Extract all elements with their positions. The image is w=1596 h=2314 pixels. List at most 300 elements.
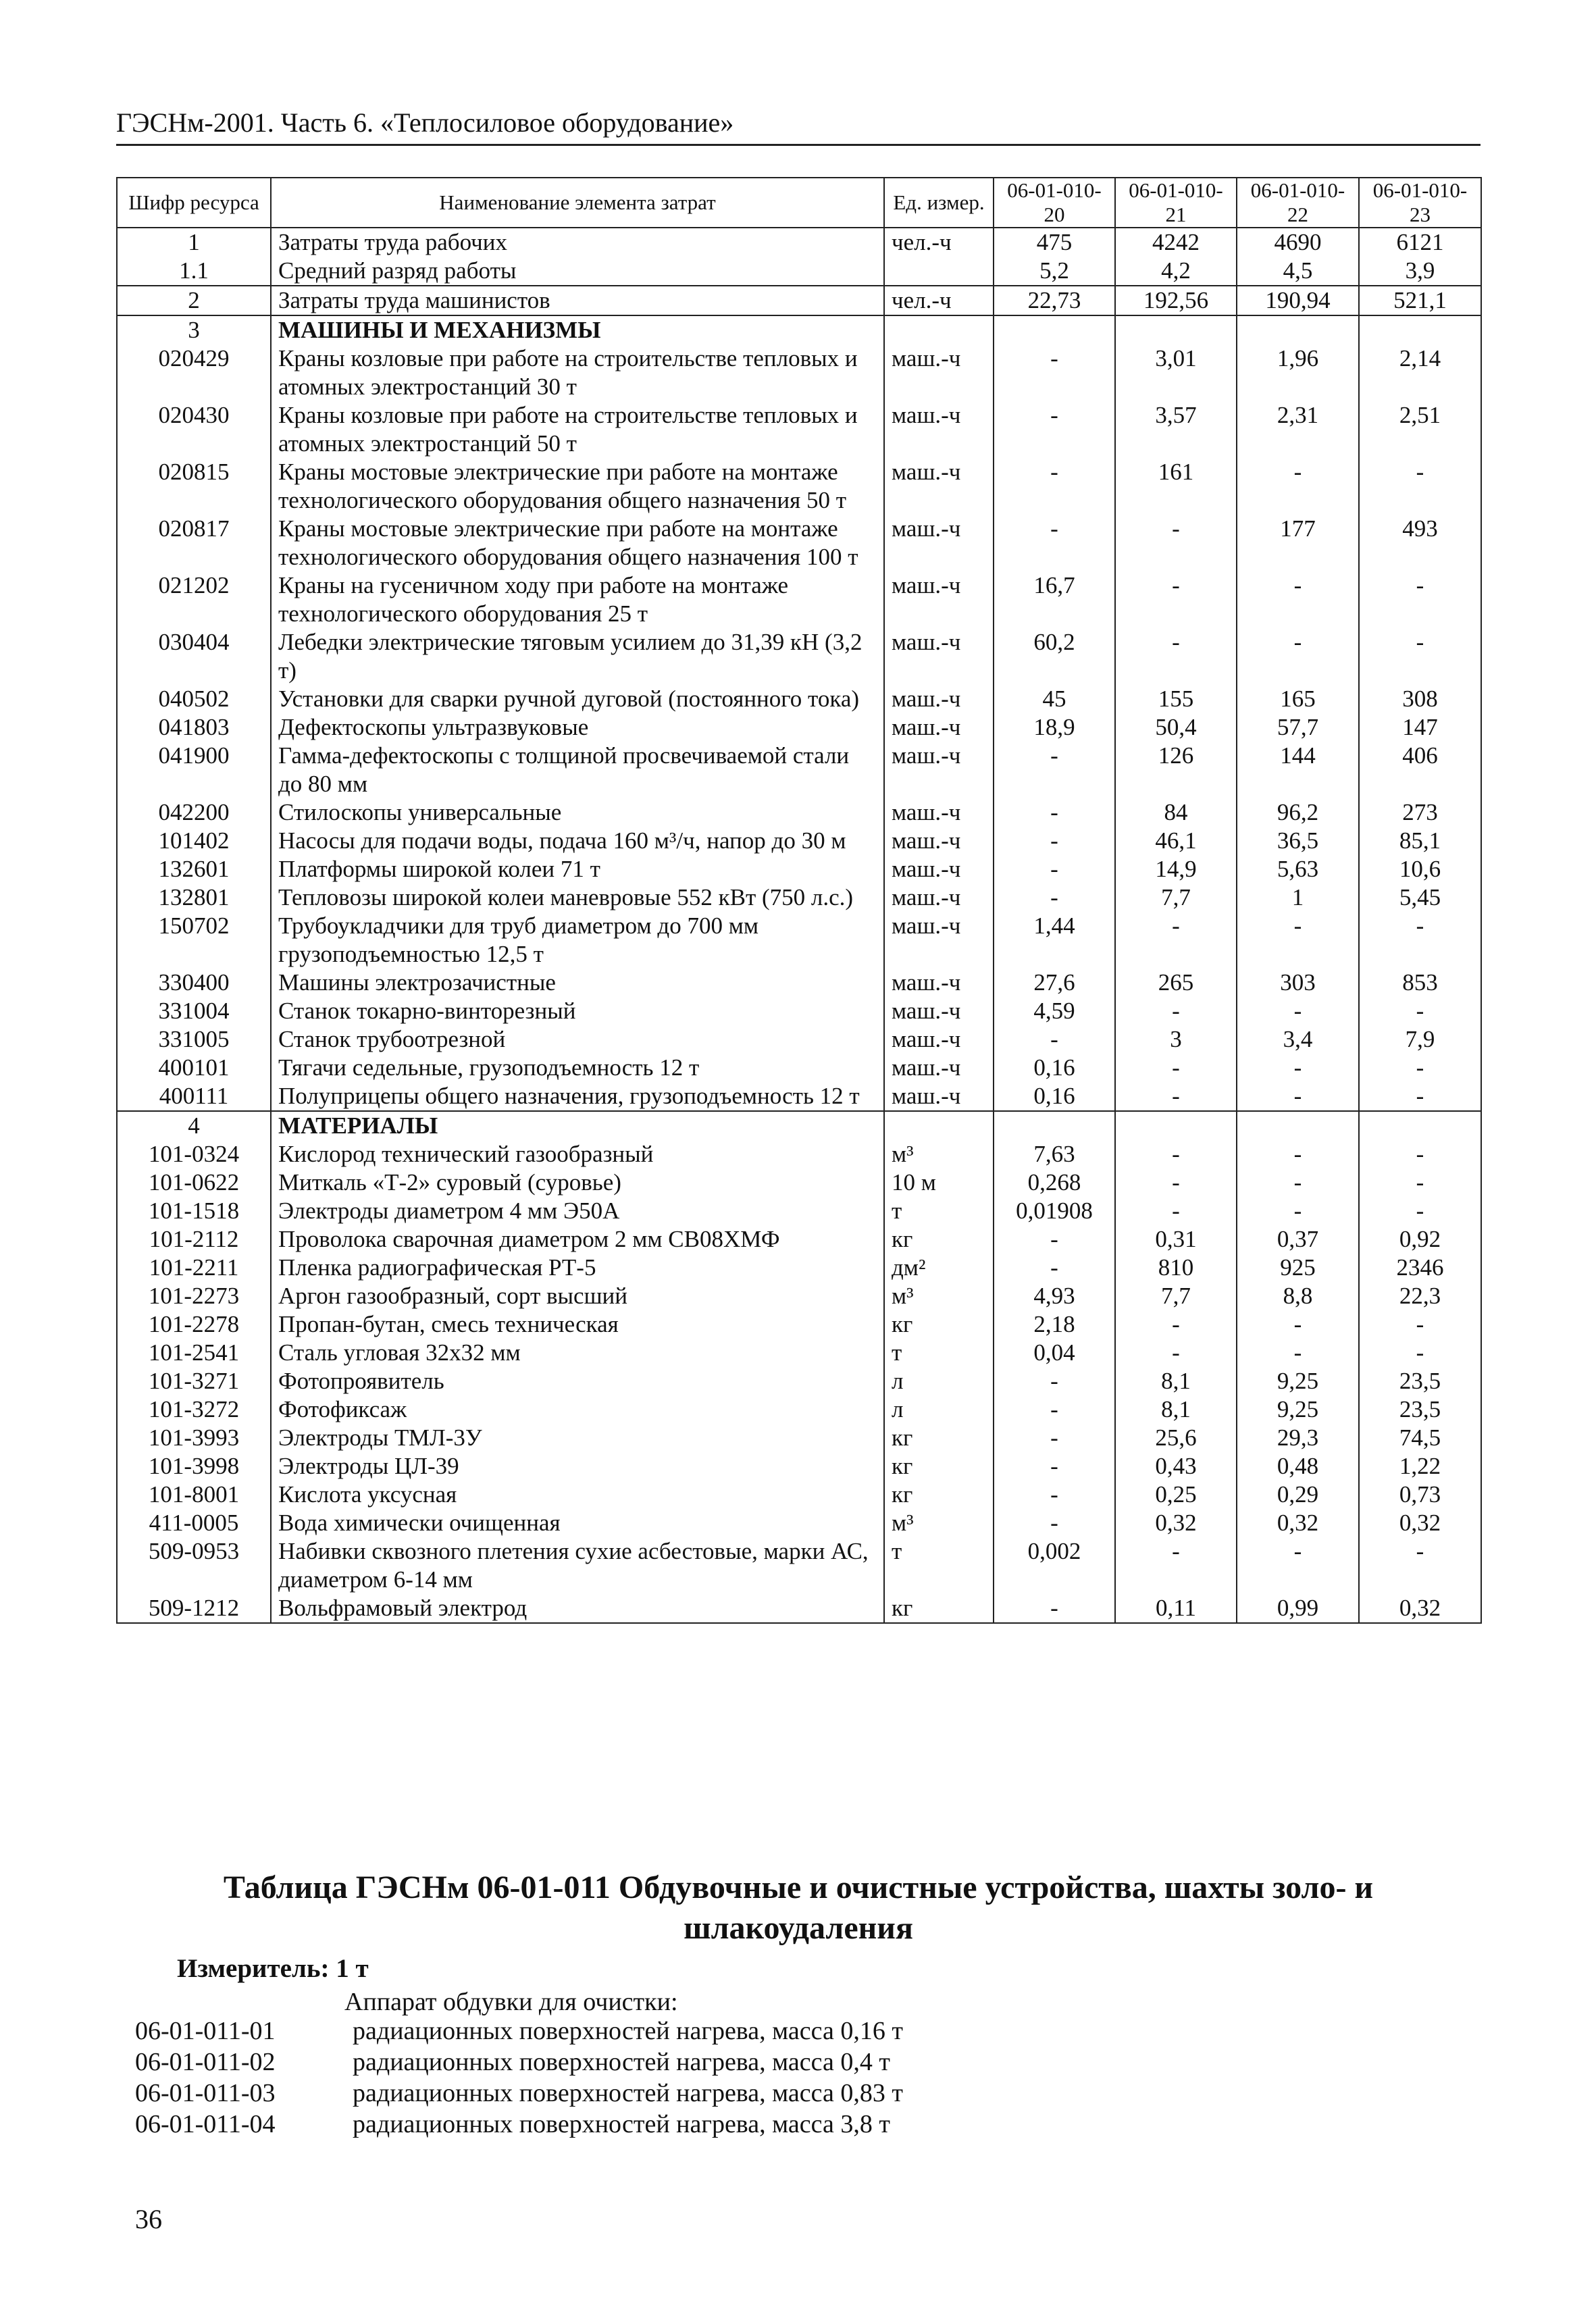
value-cell: - [994, 1481, 1115, 1509]
value-cell: - [1359, 458, 1481, 515]
value-cell: 0,01908 [994, 1197, 1115, 1225]
value-cell: - [1237, 1339, 1359, 1367]
cost-element-name: Машины электрозачистные [271, 969, 884, 997]
value-cell: 4,2 [1115, 257, 1237, 286]
cost-element-name: Кислота уксусная [271, 1481, 884, 1509]
value-cell: - [1115, 1197, 1237, 1225]
value-cell: 0,16 [994, 1082, 1115, 1111]
value-cell: 925 [1237, 1254, 1359, 1282]
value-cell: 0,16 [994, 1054, 1115, 1082]
value-cell: 6121 [1359, 228, 1481, 257]
value-cell: 0,92 [1359, 1225, 1481, 1254]
table-row [117, 1111, 1481, 1140]
unit-cell: чел.-ч [884, 228, 994, 257]
norm-code: 06-01-011-02 [135, 2048, 276, 2076]
unit-cell: маш.-ч [884, 742, 994, 798]
value-cell: 273 [1359, 798, 1481, 827]
value-cell: 9,25 [1237, 1395, 1359, 1424]
unit-cell: кг [884, 1424, 994, 1452]
value-cell: 521,1 [1359, 286, 1481, 315]
cost-element-name: Краны козловые при работе на строительстве тепловых и атомных электростанций 30 т [271, 344, 884, 401]
value-cell [994, 1111, 1115, 1140]
value-cell: - [1237, 458, 1359, 515]
cost-element-name: Вода химически очищенная [271, 1509, 884, 1537]
resource-code: 101-2541 [117, 1339, 271, 1367]
cost-element-name: Фотофиксаж [271, 1395, 884, 1424]
value-cell: 0,11 [1115, 1594, 1237, 1623]
table-row [117, 571, 1481, 628]
value-cell: - [994, 827, 1115, 855]
value-cell: 190,94 [1237, 286, 1359, 315]
cost-element-name: Набивки сквозного плетения сухие асбестовые, марки АС, диаметром 6-14 мм [271, 1537, 884, 1594]
value-cell: 23,5 [1359, 1395, 1481, 1424]
resource-code: 509-0953 [117, 1537, 271, 1594]
table-row [117, 515, 1481, 571]
cost-element-name: Краны мостовые электрические при работе на монтаже технологического оборудования общего назначения 100 т [271, 515, 884, 571]
resource-code: 101-8001 [117, 1481, 271, 1509]
unit-cell: маш.-ч [884, 997, 994, 1025]
value-cell: 2,31 [1237, 401, 1359, 458]
value-cell [1237, 315, 1359, 344]
value-cell: - [1237, 1140, 1359, 1168]
value-cell: - [994, 344, 1115, 401]
value-cell: 36,5 [1237, 827, 1359, 855]
value-cell: - [994, 1594, 1115, 1623]
value-cell: - [1115, 1168, 1237, 1197]
value-cell: - [1359, 1310, 1481, 1339]
unit-cell: маш.-ч [884, 685, 994, 713]
unit-cell: маш.-ч [884, 515, 994, 571]
norm-description: радиационных поверхностей нагрева, масса 0,4 т [353, 2048, 890, 2076]
value-cell: - [994, 401, 1115, 458]
header-col-4: 06-01-010-23 [1359, 178, 1481, 228]
unit-cell: маш.-ч [884, 827, 994, 855]
value-cell: 3,57 [1115, 401, 1237, 458]
value-cell: - [1115, 1537, 1237, 1594]
page-number: 36 [135, 2204, 162, 2234]
value-cell: - [1115, 997, 1237, 1025]
value-cell: 16,7 [994, 571, 1115, 628]
value-cell [994, 315, 1115, 344]
unit-cell: маш.-ч [884, 798, 994, 827]
unit-cell [884, 1111, 994, 1140]
value-cell: - [1237, 1310, 1359, 1339]
value-cell: 0,002 [994, 1537, 1115, 1594]
value-cell: 8,1 [1115, 1395, 1237, 1424]
resource-code: 330400 [117, 969, 271, 997]
norm-description: радиационных поверхностей нагрева, масса 3,8 т [353, 2110, 890, 2138]
table-row [117, 228, 1481, 257]
value-cell: 0,32 [1359, 1594, 1481, 1623]
value-cell: 493 [1359, 515, 1481, 571]
value-cell: 85,1 [1359, 827, 1481, 855]
unit-cell: т [884, 1339, 994, 1367]
value-cell: - [1237, 1197, 1359, 1225]
value-cell: 0,32 [1115, 1509, 1237, 1537]
cost-element-name: Проволока сварочная диаметром 2 мм СВ08ХМФ [271, 1225, 884, 1254]
norm-description: радиационных поверхностей нагрева, масса 0,16 т [353, 2017, 903, 2045]
value-cell: 3 [1115, 1025, 1237, 1054]
value-cell: 22,3 [1359, 1282, 1481, 1310]
norm-item [135, 2109, 903, 2140]
table-row [117, 1197, 1481, 1225]
unit-cell: маш.-ч [884, 458, 994, 515]
unit-cell: м³ [884, 1509, 994, 1537]
value-cell: 5,45 [1359, 883, 1481, 912]
value-cell [1115, 315, 1237, 344]
cost-element-name: Аргон газообразный, сорт высший [271, 1282, 884, 1310]
value-cell: - [994, 1367, 1115, 1395]
cost-element-name: Тягачи седельные, грузоподъемность 12 т [271, 1054, 884, 1082]
measure-unit: Измеритель: 1 т [177, 1954, 369, 1983]
unit-cell: маш.-ч [884, 713, 994, 742]
value-cell: - [1115, 1054, 1237, 1082]
resource-code: 041900 [117, 742, 271, 798]
value-cell: 155 [1115, 685, 1237, 713]
value-cell: 165 [1237, 685, 1359, 713]
unit-cell: 10 м [884, 1168, 994, 1197]
value-cell: - [994, 798, 1115, 827]
value-cell: 18,9 [994, 713, 1115, 742]
resource-code: 101-2112 [117, 1225, 271, 1254]
table-row [117, 1339, 1481, 1367]
value-cell: 853 [1359, 969, 1481, 997]
value-cell: 4690 [1237, 228, 1359, 257]
table-row [117, 458, 1481, 515]
cost-element-name: Затраты труда машинистов [271, 286, 884, 315]
table-row [117, 1282, 1481, 1310]
value-cell: 23,5 [1359, 1367, 1481, 1395]
unit-cell: м³ [884, 1282, 994, 1310]
value-cell: 84 [1115, 798, 1237, 827]
table-row [117, 1254, 1481, 1282]
value-cell: 5,63 [1237, 855, 1359, 883]
cost-element-name: Вольфрамовый электрод [271, 1594, 884, 1623]
cost-element-name: Кислород технический газообразный [271, 1140, 884, 1168]
value-cell: - [994, 458, 1115, 515]
cost-element-name: МАШИНЫ И МЕХАНИЗМЫ [271, 315, 884, 344]
value-cell: - [1115, 912, 1237, 969]
value-cell: - [1115, 1082, 1237, 1111]
value-cell: 0,43 [1115, 1452, 1237, 1481]
value-cell: 810 [1115, 1254, 1237, 1282]
table-row [117, 1054, 1481, 1082]
value-cell: 4,93 [994, 1282, 1115, 1310]
table-row [117, 1367, 1481, 1395]
resource-code: 101-2211 [117, 1254, 271, 1282]
table-row [117, 401, 1481, 458]
unit-cell: маш.-ч [884, 969, 994, 997]
table-row [117, 827, 1481, 855]
table-row [117, 713, 1481, 742]
resource-code: 1.1 [117, 257, 271, 286]
cost-element-name: Сталь угловая 32х32 мм [271, 1339, 884, 1367]
value-cell: 0,73 [1359, 1481, 1481, 1509]
cost-element-name: Трубоукладчики для труб диаметром до 700 мм грузоподъемностью 12,5 т [271, 912, 884, 969]
table-row [117, 628, 1481, 685]
value-cell: 144 [1237, 742, 1359, 798]
value-cell: 147 [1359, 713, 1481, 742]
value-cell: 303 [1237, 969, 1359, 997]
cost-element-name: Затраты труда рабочих [271, 228, 884, 257]
cost-element-name: Дефектоскопы ультразвуковые [271, 713, 884, 742]
value-cell: 96,2 [1237, 798, 1359, 827]
resource-code: 101402 [117, 827, 271, 855]
value-cell: - [1115, 1339, 1237, 1367]
cost-element-name: Гамма-дефектоскопы с толщиной просвечиваемой стали до 80 мм [271, 742, 884, 798]
value-cell: 475 [994, 228, 1115, 257]
cost-element-name: Краны мостовые электрические при работе на монтаже технологического оборудования общего назначения 50 т [271, 458, 884, 515]
value-cell: - [1237, 997, 1359, 1025]
table-row [117, 1168, 1481, 1197]
table-body [117, 228, 1481, 1623]
value-cell: 1 [1237, 883, 1359, 912]
value-cell: - [1359, 912, 1481, 969]
resource-code: 400111 [117, 1082, 271, 1111]
value-cell: 0,25 [1115, 1481, 1237, 1509]
cost-element-name: Пленка радиографическая РТ-5 [271, 1254, 884, 1282]
table-row [117, 1509, 1481, 1537]
value-cell: - [994, 1452, 1115, 1481]
table-row [117, 1140, 1481, 1168]
value-cell: - [1359, 1339, 1481, 1367]
value-cell: - [1237, 1054, 1359, 1082]
cost-element-name: Тепловозы широкой колеи маневровые 552 кВт (750 л.с.) [271, 883, 884, 912]
value-cell: 74,5 [1359, 1424, 1481, 1452]
cost-element-name: Краны козловые при работе на строительстве тепловых и атомных электростанций 50 т [271, 401, 884, 458]
value-cell: - [1115, 1140, 1237, 1168]
value-cell: 7,7 [1115, 883, 1237, 912]
value-cell: 29,3 [1237, 1424, 1359, 1452]
value-cell: 161 [1115, 458, 1237, 515]
resource-code: 101-3998 [117, 1452, 271, 1481]
value-cell: - [1115, 571, 1237, 628]
header-col-3: 06-01-010-22 [1237, 178, 1359, 228]
resource-code: 101-3271 [117, 1367, 271, 1395]
value-cell: - [994, 742, 1115, 798]
unit-cell [884, 315, 994, 344]
cost-element-name: Пропан-бутан, смесь техническая [271, 1310, 884, 1339]
value-cell: - [994, 1395, 1115, 1424]
value-cell: 0,32 [1237, 1509, 1359, 1537]
value-cell: 5,2 [994, 257, 1115, 286]
norm-code: 06-01-011-01 [135, 2017, 276, 2045]
value-cell: 0,99 [1237, 1594, 1359, 1623]
resource-code: 021202 [117, 571, 271, 628]
unit-cell: т [884, 1537, 994, 1594]
table-row [117, 997, 1481, 1025]
resource-code: 3 [117, 315, 271, 344]
table-row [117, 1025, 1481, 1054]
unit-cell: маш.-ч [884, 571, 994, 628]
unit-cell: кг [884, 1452, 994, 1481]
value-cell: - [994, 855, 1115, 883]
value-cell: - [1359, 1054, 1481, 1082]
unit-cell: маш.-ч [884, 912, 994, 969]
cost-element-name: Лебедки электрические тяговым усилием до 31,39 кН (3,2 т) [271, 628, 884, 685]
table-row [117, 742, 1481, 798]
value-cell: 0,37 [1237, 1225, 1359, 1254]
cost-element-name: Электроды ТМЛ-3У [271, 1424, 884, 1452]
value-cell: - [1115, 628, 1237, 685]
cost-element-name: МАТЕРИАЛЫ [271, 1111, 884, 1140]
value-cell: 4,59 [994, 997, 1115, 1025]
table-row [117, 798, 1481, 827]
table-row [117, 855, 1481, 883]
value-cell: 60,2 [994, 628, 1115, 685]
norm-item [135, 2078, 903, 2109]
cost-element-name: Насосы для подачи воды, подача 160 м³/ч, напор до 30 м [271, 827, 884, 855]
unit-cell: маш.-ч [884, 401, 994, 458]
resource-code: 040502 [117, 685, 271, 713]
next-table-title: Таблица ГЭСНм 06-01-011 Обдувочные и очистные устройства, шахты золо- и шлакоудаления [223, 1870, 1374, 1946]
table-row [117, 969, 1481, 997]
value-cell: 3,01 [1115, 344, 1237, 401]
table-row [117, 1395, 1481, 1424]
resource-code: 509-1212 [117, 1594, 271, 1623]
value-cell: - [994, 1424, 1115, 1452]
value-cell: 308 [1359, 685, 1481, 713]
norm-item [135, 2015, 903, 2047]
table-row [117, 685, 1481, 713]
value-cell: 2346 [1359, 1254, 1481, 1282]
cost-element-name: Электроды диаметром 4 мм Э50А [271, 1197, 884, 1225]
table-row [117, 257, 1481, 286]
unit-cell: кг [884, 1594, 994, 1623]
value-cell: 7,9 [1359, 1025, 1481, 1054]
value-cell: - [1359, 571, 1481, 628]
value-cell: - [994, 1509, 1115, 1537]
value-cell: - [1237, 912, 1359, 969]
value-cell: 50,4 [1115, 713, 1237, 742]
table-row [117, 344, 1481, 401]
value-cell: - [1359, 1168, 1481, 1197]
resource-code: 1 [117, 228, 271, 257]
value-cell: 8,1 [1115, 1367, 1237, 1395]
value-cell: 8,8 [1237, 1282, 1359, 1310]
table-row [117, 1594, 1481, 1623]
cost-element-name: Стилоскопы универсальные [271, 798, 884, 827]
value-cell: - [1359, 1140, 1481, 1168]
value-cell: 265 [1115, 969, 1237, 997]
resource-code: 331004 [117, 997, 271, 1025]
value-cell: - [1359, 1197, 1481, 1225]
resource-code: 041803 [117, 713, 271, 742]
value-cell: 0,268 [994, 1168, 1115, 1197]
value-cell: - [1359, 1082, 1481, 1111]
value-cell: - [1237, 1168, 1359, 1197]
unit-cell: л [884, 1395, 994, 1424]
resource-code: 020430 [117, 401, 271, 458]
value-cell: - [1237, 628, 1359, 685]
value-cell: 3,4 [1237, 1025, 1359, 1054]
value-cell: 406 [1359, 742, 1481, 798]
cost-element-name: Платформы широкой колеи 71 т [271, 855, 884, 883]
cost-element-name: Краны на гусеничном ходу при работе на монтаже технологического оборудования 25 т [271, 571, 884, 628]
resource-code: 150702 [117, 912, 271, 969]
table-row [117, 912, 1481, 969]
value-cell: 126 [1115, 742, 1237, 798]
value-cell [1115, 1111, 1237, 1140]
cost-element-name: Станок трубоотрезной [271, 1025, 884, 1054]
resource-code: 042200 [117, 798, 271, 827]
resource-code: 4 [117, 1111, 271, 1140]
value-cell: - [994, 515, 1115, 571]
resource-code: 101-3993 [117, 1424, 271, 1452]
header-name: Наименование элемента затрат [271, 178, 884, 228]
resource-code: 101-0324 [117, 1140, 271, 1168]
unit-cell [884, 257, 994, 286]
value-cell: 2,18 [994, 1310, 1115, 1339]
cost-element-name: Средний разряд работы [271, 257, 884, 286]
value-cell: 22,73 [994, 286, 1115, 315]
unit-cell: маш.-ч [884, 1082, 994, 1111]
resource-code: 101-2273 [117, 1282, 271, 1310]
value-cell: - [1115, 515, 1237, 571]
value-cell [1359, 1111, 1481, 1140]
cost-element-name: Полуприцепы общего назначения, грузоподъемность 12 т [271, 1082, 884, 1111]
value-cell: 177 [1237, 515, 1359, 571]
unit-cell: кг [884, 1310, 994, 1339]
unit-cell: м³ [884, 1140, 994, 1168]
value-cell [1237, 1111, 1359, 1140]
unit-cell: маш.-ч [884, 344, 994, 401]
value-cell: - [1359, 1537, 1481, 1594]
resource-code: 132601 [117, 855, 271, 883]
value-cell [1359, 315, 1481, 344]
value-cell: 25,6 [1115, 1424, 1237, 1452]
value-cell: - [1237, 1082, 1359, 1111]
resource-cost-table [116, 177, 1482, 1624]
table-row [117, 1424, 1481, 1452]
value-cell: 2,51 [1359, 401, 1481, 458]
value-cell: - [1237, 1537, 1359, 1594]
value-cell: 45 [994, 685, 1115, 713]
unit-cell: кг [884, 1225, 994, 1254]
value-cell: 0,48 [1237, 1452, 1359, 1481]
resource-code: 020815 [117, 458, 271, 515]
value-cell: 14,9 [1115, 855, 1237, 883]
resource-code: 400101 [117, 1054, 271, 1082]
value-cell: 7,7 [1115, 1282, 1237, 1310]
value-cell: 2,14 [1359, 344, 1481, 401]
cost-element-name: Миткаль «Т-2» суровый (суровье) [271, 1168, 884, 1197]
apparatus-heading: Аппарат обдувки для очистки: [344, 1988, 678, 2016]
resource-code: 101-2278 [117, 1310, 271, 1339]
page-header: ГЭСНм-2001. Часть 6. «Теплосиловое оборудование» [116, 107, 1481, 146]
value-cell: - [1359, 997, 1481, 1025]
resource-code: 020817 [117, 515, 271, 571]
table-row [117, 315, 1481, 344]
unit-cell: чел.-ч [884, 286, 994, 315]
value-cell: 10,6 [1359, 855, 1481, 883]
header-col-1: 06-01-010-20 [994, 178, 1115, 228]
resource-code: 331005 [117, 1025, 271, 1054]
value-cell: 0,31 [1115, 1225, 1237, 1254]
header-code: Шифр ресурса [117, 178, 271, 228]
value-cell: 0,29 [1237, 1481, 1359, 1509]
unit-cell: маш.-ч [884, 1054, 994, 1082]
table-row [117, 1310, 1481, 1339]
resource-code: 101-0622 [117, 1168, 271, 1197]
resource-code: 411-0005 [117, 1509, 271, 1537]
unit-cell: л [884, 1367, 994, 1395]
table-row [117, 883, 1481, 912]
resource-code: 020429 [117, 344, 271, 401]
value-cell: 4242 [1115, 228, 1237, 257]
norm-items-list [135, 2015, 903, 2140]
resource-code: 101-1518 [117, 1197, 271, 1225]
